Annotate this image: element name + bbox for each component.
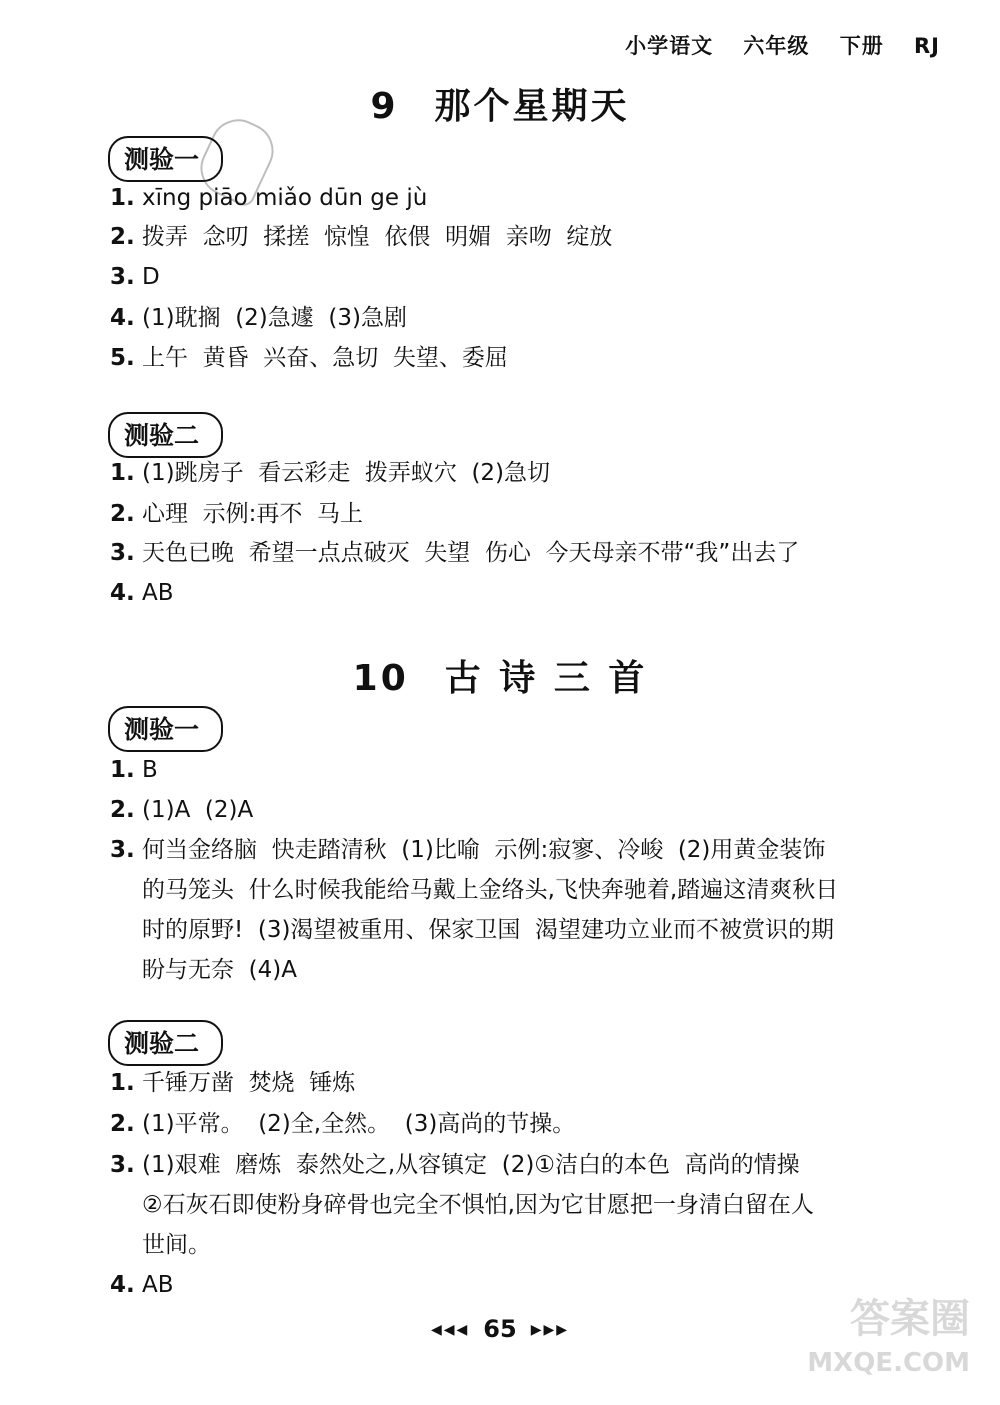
header-edition: RJ [914,34,940,58]
quiz-label: 测验一 [108,136,223,182]
header-volume: 下册 [839,34,884,58]
book-header [603,30,940,60]
answer-line: 2. 拨弄 念叨 揉搓 惊惶 依偎 明媚 亲吻 绽放 [110,224,613,250]
lesson-10-title [0,650,1000,701]
quiz-label: 测验二 [108,1020,223,1066]
quiz-label: 测验一 [108,706,223,752]
page-number: 65 [483,1315,517,1343]
answer-line: 3. D [110,264,160,290]
answer-line: 4. AB [110,580,174,606]
answer-line-continued: 时的原野! (3)渴望被重用、保家卫国 渴望建功立业而不被赏识的期 [142,917,835,943]
answer-line: 3. 何当金络脑 快走踏清秋 (1)比喻 示例:寂寥、冷峻 (2)用黄金装饰 [110,837,826,863]
answer-line: 4. (1)耽搁 (2)急遽 (3)急剧 [110,305,407,331]
lesson-9-title [0,78,1000,129]
left-arrows-icon: ◀◀◀ [430,1322,470,1338]
answer-line: 3. 天色已晚 希望一点点破灭 失望 伤心 今天母亲不带“我”出去了 [110,540,800,566]
lesson-name: 那个星期天 [434,86,630,127]
answer-line: 1. (1)跳房子 看云彩走 拨弄蚁穴 (2)急切 [110,460,551,486]
answer-line: 1. B [110,757,158,783]
lesson-number: 9 [370,86,399,127]
watermark-logo: 答案圈 MXQE.COM [807,1296,970,1378]
answer-line-continued: 盼与无奈 (4)A [142,957,297,983]
answer-line: 5. 上午 黄昏 兴奋、急切 失望、委屈 [110,345,508,371]
quiz-label: 测验二 [108,412,223,458]
answer-line-continued: 的马笼头 什么时候我能给马戴上金络头,飞快奔驰着,踏遍这清爽秋日 [142,877,839,903]
header-subject: 小学语文 [625,34,714,58]
answer-line-continued: 世间。 [142,1232,211,1258]
right-arrows-icon: ▶▶▶ [530,1322,570,1338]
lesson-number: 10 [352,658,409,699]
answer-line: 3. (1)艰难 磨炼 泰然处之,从容镇定 (2)①洁白的本色 高尚的情操 [110,1152,800,1178]
lesson-name: 古 诗 三 首 [444,658,648,699]
answer-line-continued: ②石灰石即使粉身碎骨也完全不惧怕,因为它甘愿把一身清白留在人 [142,1192,814,1218]
answer-line: 2. (1)A (2)A [110,797,254,823]
answer-line: 2. 心理 示例:再不 马上 [110,501,363,527]
answer-line: 2. (1)平常。 (2)全,全然。 (3)高尚的节操。 [110,1111,576,1137]
answer-line: 1. 千锤万凿 焚烧 锤炼 [110,1070,356,1096]
answer-line: 4. AB [110,1272,174,1298]
answer-line: 1. xīng piāo miǎo dūn ge jù [110,185,428,211]
header-grade: 六年级 [743,34,810,58]
